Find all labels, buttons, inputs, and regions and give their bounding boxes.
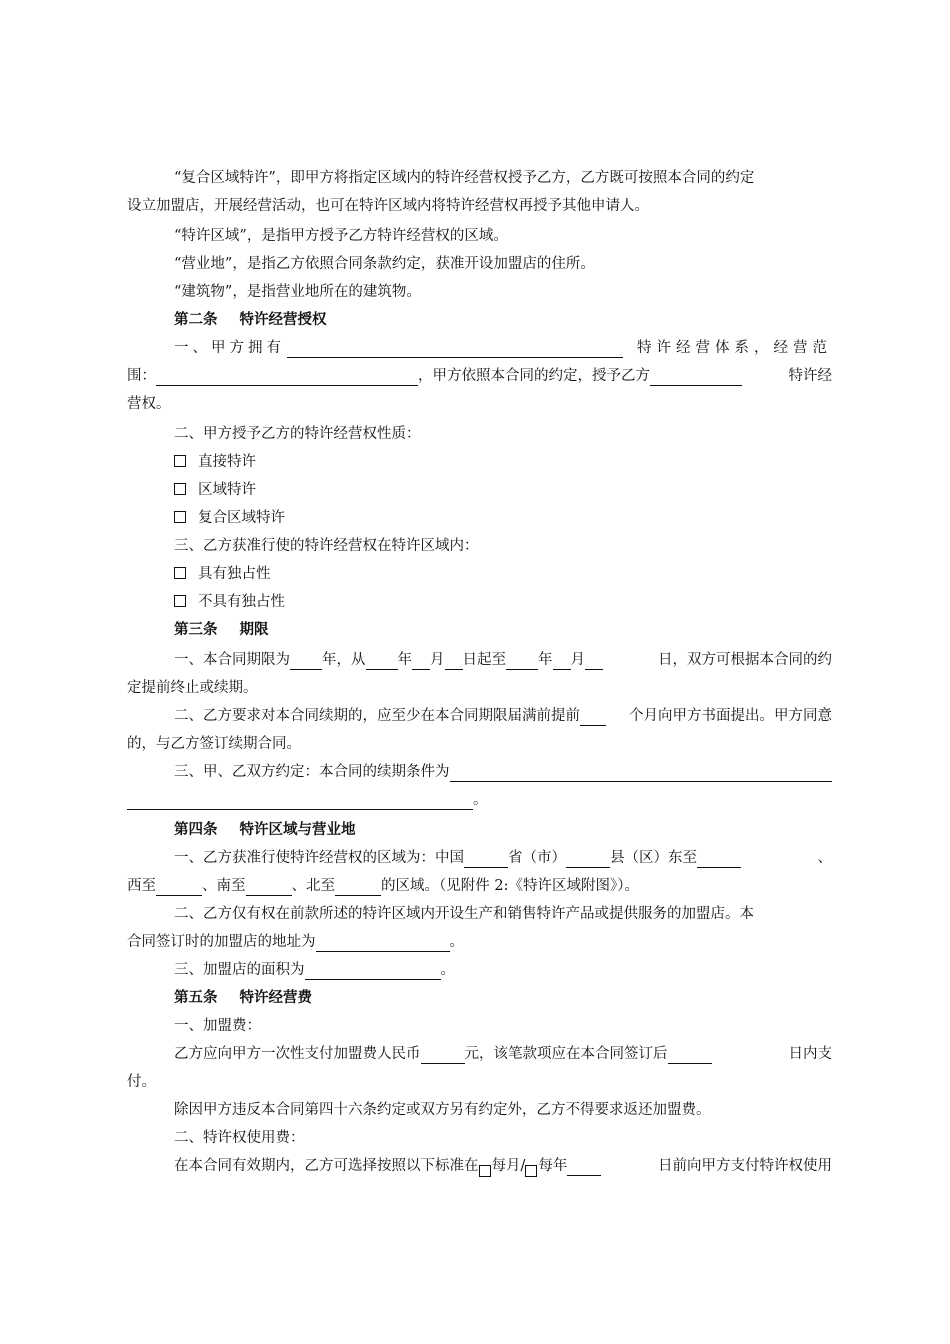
checkbox-icon[interactable] — [174, 567, 186, 579]
article-5-clause-1-detail-line1: 乙方应向甲方一次性支付加盟费人民币 元，该笔款项应在本合同签订后 日内支 — [174, 1046, 832, 1062]
article-2-clause-2: 二、甲方授予乙方的特许经营权性质： — [174, 426, 421, 442]
article-2-heading: 第二条 特许经营授权 — [174, 311, 327, 328]
blank-start-day[interactable] — [445, 653, 463, 670]
article-4-clause-3: 三、加盟店的面积为 。 — [174, 962, 455, 978]
article-4-clause-1-line2: 西至 、南至 、北至 的区域。（见附件 2:《特许区域附图》）。 — [127, 878, 639, 894]
article-3-clause-1-line1: 一、本合同期限为 年，从 年 月 日起至 年 月 日，双方可根据本合同的约 — [174, 652, 832, 668]
blank-renewal-months[interactable] — [580, 709, 606, 726]
checkbox-yearly[interactable] — [525, 1165, 537, 1177]
blank-store-address[interactable] — [316, 935, 450, 952]
blank-east-boundary[interactable] — [697, 851, 741, 868]
article-5-heading: 第五条 特许经营费 — [174, 989, 312, 1006]
article-5-clause-1-detail-line2: 付。 — [127, 1074, 156, 1090]
article-5-clause-2-detail: 在本合同有效期内，乙方可选择按照以下标准在 每月/ 每年 日前向甲方支付特许权使用 — [174, 1156, 832, 1176]
checkbox-non-exclusive[interactable]: 不具有独占性 — [174, 592, 285, 612]
article-2-clause-1-line2: 围： ，甲方依照本合同的约定，授予乙方 特许经 — [127, 368, 832, 384]
article-2-clause-3: 三、乙方获准行使的特许经营权在特许区域内： — [174, 538, 479, 554]
checkbox-monthly[interactable] — [479, 1165, 491, 1177]
article-3-heading: 第三条 期限 — [174, 621, 269, 638]
blank-end-month[interactable] — [553, 653, 571, 670]
blank-grant-scope[interactable] — [650, 369, 742, 386]
article-5-clause-1: 一、加盟费： — [174, 1018, 261, 1034]
blank-province[interactable] — [464, 851, 508, 868]
article-5-refund-clause: 除因甲方违反本合同第四十六条约定或双方另有约定外，乙方不得要求返还加盟费。 — [174, 1102, 711, 1118]
article-4-clause-2-line2: 合同签订时的加盟店的地址为 。 — [127, 934, 464, 950]
blank-payment-days[interactable] — [668, 1047, 712, 1064]
definition-area: “特许区域”，是指甲方授予乙方特许经营权的区域。 — [174, 228, 508, 244]
article-2-clause-1-line3: 营权。 — [127, 396, 171, 412]
article-3-clause-1-line2: 定提前终止或续期。 — [127, 680, 258, 696]
definition-premises: “营业地”，是指乙方依照合同条款约定，获准开设加盟店的住所。 — [174, 256, 595, 272]
blank-renewal-conditions[interactable] — [450, 765, 833, 782]
blank-system-name[interactable] — [287, 341, 623, 358]
article-3-clause-3-line1: 三、甲、乙双方约定：本合同的续期条件为 — [174, 762, 832, 782]
definition-composite-line2: 设立加盟店，开展经营活动，也可在特许区域内将特许经营权再授予其他申请人。 — [127, 198, 649, 214]
article-5-clause-2: 二、特许权使用费： — [174, 1130, 305, 1146]
blank-north-boundary[interactable] — [335, 879, 381, 896]
blank-west-boundary[interactable] — [156, 879, 202, 896]
definition-building: “建筑物”，是指营业地所在的建筑物。 — [174, 284, 421, 300]
article-4-clause-2-line1: 二、乙方仅有权在前款所述的特许区域内开设生产和销售特许产品或提供服务的加盟店。本 — [174, 906, 754, 922]
checkbox-icon[interactable] — [174, 511, 186, 523]
checkbox-direct-franchise[interactable]: 直接特许 — [174, 452, 256, 472]
blank-south-boundary[interactable] — [246, 879, 292, 896]
article-3-clause-2-line2: 的，与乙方签订续期合同。 — [127, 736, 301, 752]
blank-store-area[interactable] — [305, 963, 441, 980]
blank-county[interactable] — [566, 851, 610, 868]
blank-renewal-conditions-cont[interactable] — [127, 793, 473, 810]
article-4-heading: 第四条 特许区域与营业地 — [174, 821, 356, 838]
blank-term-years[interactable] — [290, 653, 322, 670]
checkbox-regional-franchise[interactable]: 区域特许 — [174, 480, 256, 500]
checkbox-icon[interactable] — [174, 483, 186, 495]
blank-business-scope[interactable] — [156, 369, 418, 386]
blank-franchise-fee[interactable] — [421, 1047, 465, 1064]
checkbox-icon[interactable] — [174, 455, 186, 467]
blank-start-month[interactable] — [412, 653, 430, 670]
checkbox-exclusive[interactable]: 具有独占性 — [174, 564, 271, 584]
checkbox-icon[interactable] — [174, 595, 186, 607]
article-2-clause-1-line1: 一、甲方拥有 特许经营体系，经营范 — [174, 340, 832, 356]
blank-end-year[interactable] — [506, 653, 538, 670]
blank-royalty-day[interactable] — [567, 1159, 601, 1176]
article-3-clause-2-line1: 二、乙方要求对本合同续期的，应至少在本合同期限届满前提前 个月向甲方书面提出。甲方同意 — [174, 708, 832, 724]
definition-composite-line1: “复合区域特许”，即甲方将指定区域内的特许经营权授予乙方，乙方既可按照本合同的约定 — [174, 170, 755, 186]
blank-start-year[interactable] — [366, 653, 398, 670]
article-4-clause-1-line1: 一、乙方获准行使特许经营权的区域为：中国 省（市） 县（区）东至 、 — [174, 850, 832, 866]
checkbox-composite-regional-franchise[interactable]: 复合区域特许 — [174, 508, 285, 528]
article-3-clause-3-line2: 。 — [127, 790, 488, 810]
blank-end-day[interactable] — [585, 653, 603, 670]
